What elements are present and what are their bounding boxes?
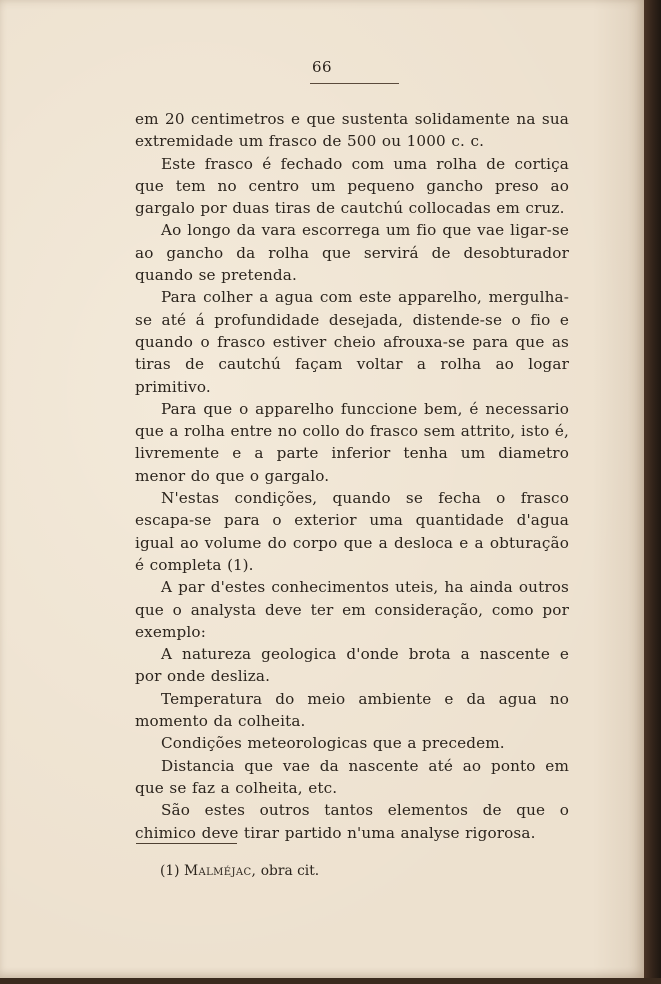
body-text <box>135 108 569 844</box>
footnote <box>160 861 560 881</box>
paragraph-10: Condições meteorologicas que a precedem. <box>161 734 505 753</box>
book-edge <box>644 0 661 984</box>
bottom-edge <box>0 978 661 984</box>
paragraph-6 <box>135 487 569 576</box>
paragraph-1: em 20 centimetros e que sustenta solidamente na sua extremidade um frasco de 500 ou 1000 c. c. <box>135 110 569 151</box>
page-number: 66 <box>311 58 333 76</box>
paragraph-3: Ao longo da vara escorrega um fio que vae ligar-se ao gancho da rolha que servirá de desobturador quando se pretenda. <box>135 221 569 285</box>
paragraph-9: Temperatura do meio ambiente e da agua no momento da colheita. <box>135 689 569 731</box>
paragraph-11: Distancia que vae da nascente até ao ponto em que se faz a colheita, etc. <box>135 756 569 797</box>
paragraph-7: A par d'estes conhecimentos uteis, ha ainda outros que o analysta deve ter em consideração, como por exemplo: <box>135 578 569 641</box>
footnote-author: Malméjac, <box>183 863 257 879</box>
paragraph-12: São estes outros tantos elementos de que o chimico deve tirar partido n'uma analyse rigorosa. <box>135 801 569 842</box>
paragraph-6-text: N'estas condições, quando se fecha o frasco escapa-se para o exterior uma quantidade d'agua igual ao volume do corpo que a desloca e a obturação é completa <box>135 489 569 574</box>
footnote-marker: (1) <box>160 863 180 879</box>
paragraph-4: Para colher a agua com este apparelho, mergulha-se até á profundidade desejada, distende-se o fio e quando o frasco estiver cheio afrouxa-se para que as tiras de cautchú façam voltar a rolha ao logar primitivo. <box>135 288 569 396</box>
footnote-rule <box>136 843 237 844</box>
paragraph-5: Para que o apparelho funccione bem, é necessario que a rolha entre no collo do frasco sem attrito, isto é, livremente e a parte inferior tenha um diametro menor do que o gargalo. <box>135 399 569 485</box>
footnote-text: obra cit. <box>260 863 320 879</box>
paragraph-2: Este frasco é fechado com uma rolha de cortiça que tem no centro um pequeno gancho preso ao gargalo por duas tiras de cautchú collocadas em cruz. <box>135 154 569 218</box>
paragraph-8: A natureza geologica d'onde brota a nascente e por onde desliza. <box>135 645 569 686</box>
header-rule <box>310 83 399 84</box>
footnote-reference: (1). <box>227 555 254 574</box>
